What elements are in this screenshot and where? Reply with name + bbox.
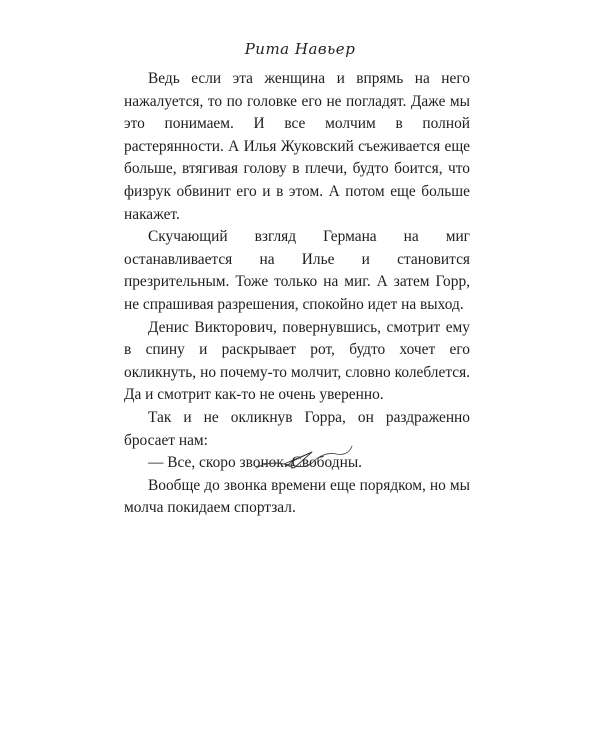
paragraph: Ведь если эта женщина и впрямь на него нажалуется, то по головке его не погладят. Даже мы это понимаем. И все молчим в полной растерянности. А Илья Жуковский съеживается еще больше, втягивая голову в плечи, будто боится, что физрук обвинит его и в этом. А потом еще больше накажет. (124, 70, 470, 223)
paragraph: — Все, скоро звонок. Свободны. (148, 454, 363, 472)
paragraph: Вообще до звонка времени еще порядком, но мы молча покидаем спортзал. (124, 476, 470, 517)
paragraph: Денис Викторович, повернувшись, смотрит ему в спину и раскрывает рот, будто хочет его окликнуть, но почему-то молчит, словно колеблется. Да и смотрит как-то не очень уверенно. (124, 318, 470, 404)
paragraph: Скучающий взгляд Германа на миг останавливается на Илье и становится презрительным. Тоже только на миг. А затем Горр, не спрашивая разрешения, спокойно идет на выход. (124, 228, 470, 313)
paragraph: Так и не окликнув Горра, он раздраженно бросает нам: (124, 408, 470, 449)
paper-plane-icon (254, 442, 354, 476)
running-header-author: Рита Навьер (244, 40, 356, 58)
